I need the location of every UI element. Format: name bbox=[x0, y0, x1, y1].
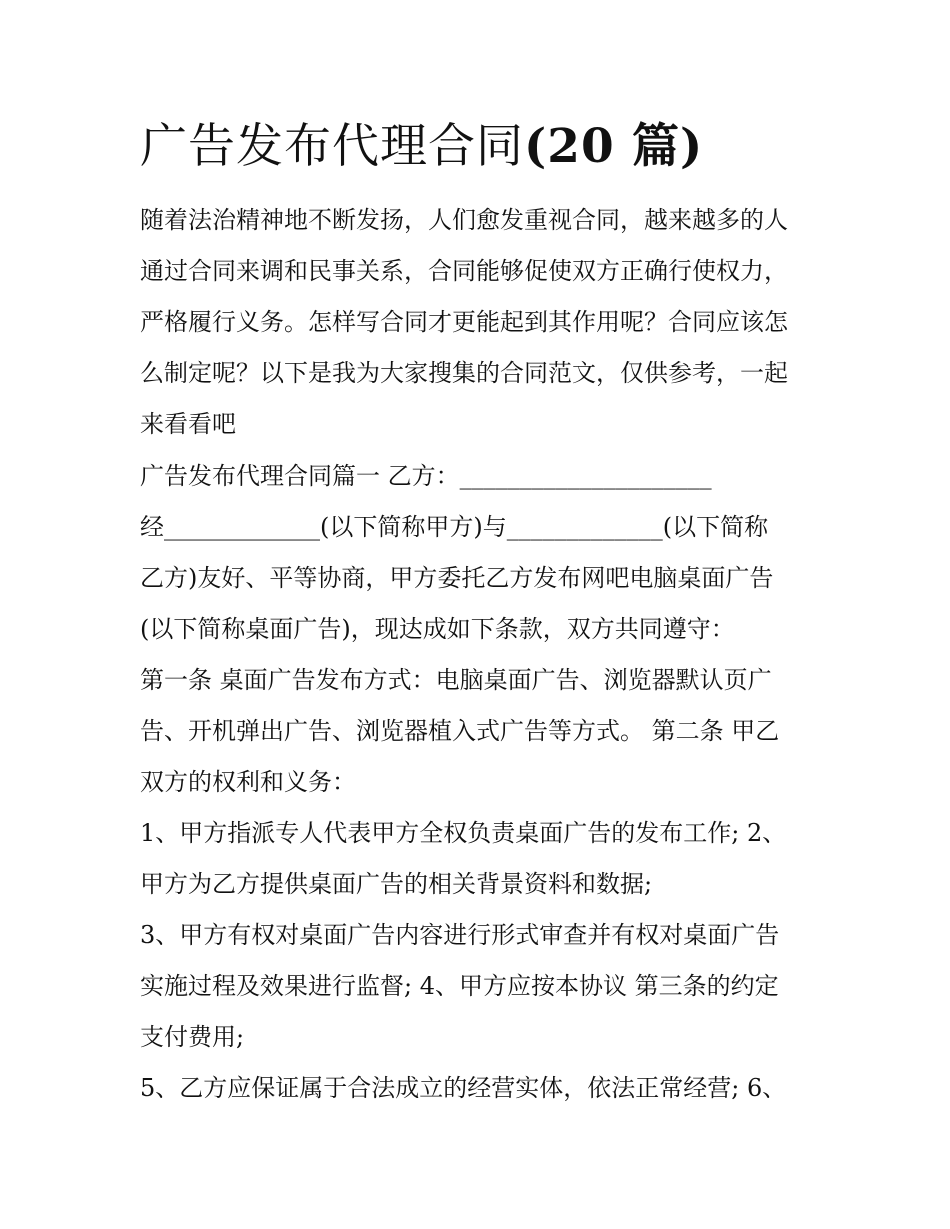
body-line: 支付费用; bbox=[140, 1023, 245, 1051]
body-line: 乙方)友好、平等协商，甲方委托乙方发布网吧电脑桌面广告 bbox=[140, 564, 774, 592]
body-line: 随着法治精神地不断发扬，人们愈发重视合同，越来越多的人 bbox=[140, 206, 788, 234]
body-line: 甲方为乙方提供桌面广告的相关背景资料和数据; bbox=[140, 870, 653, 898]
body-line: (以下简称桌面广告)，现达成如下条款，双方共同遵守： bbox=[140, 615, 735, 643]
body-line: 5、乙方应保证属于合法成立的经营实体，依法正常经营; 6、 bbox=[140, 1074, 787, 1102]
body-line: 3、甲方有权对桌面广告内容进行形式审查并有权对桌面广告 bbox=[140, 921, 780, 949]
body-line: 告、开机弹出广告、浏览器植入式广告等方式。 第二条 甲乙 bbox=[140, 717, 780, 745]
title-main: 广告发布代理合同 bbox=[140, 119, 524, 174]
document-title bbox=[140, 112, 703, 182]
title-count: (20 篇) bbox=[524, 119, 704, 174]
body-line: 双方的权利和义务： bbox=[140, 768, 356, 796]
section-heading-line: 广告发布代理合同篇一 乙方：_____________________ bbox=[140, 462, 712, 490]
body-line: 来看看吧 bbox=[140, 410, 236, 438]
body-line: 实施过程及效果进行监督; 4、甲方应按本协议 第三条的约定 bbox=[140, 972, 779, 1000]
body-line: 么制定呢？以下是我为大家搜集的合同范文，仅供参考，一起 bbox=[140, 359, 788, 387]
body-line: 严格履行义务。怎样写合同才更能起到其作用呢？合同应该怎 bbox=[140, 308, 788, 336]
body-line: 1、甲方指派专人代表甲方全权负责桌面广告的发布工作; 2、 bbox=[140, 819, 787, 847]
body-line: 通过合同来调和民事关系，合同能够促使双方正确行使权力， bbox=[140, 257, 788, 285]
body-line: 经_____________(以下简称甲方)与_____________(以下简称 bbox=[140, 513, 769, 541]
body-line: 第一条 桌面广告发布方式：电脑桌面广告、浏览器默认页广 bbox=[140, 666, 772, 694]
